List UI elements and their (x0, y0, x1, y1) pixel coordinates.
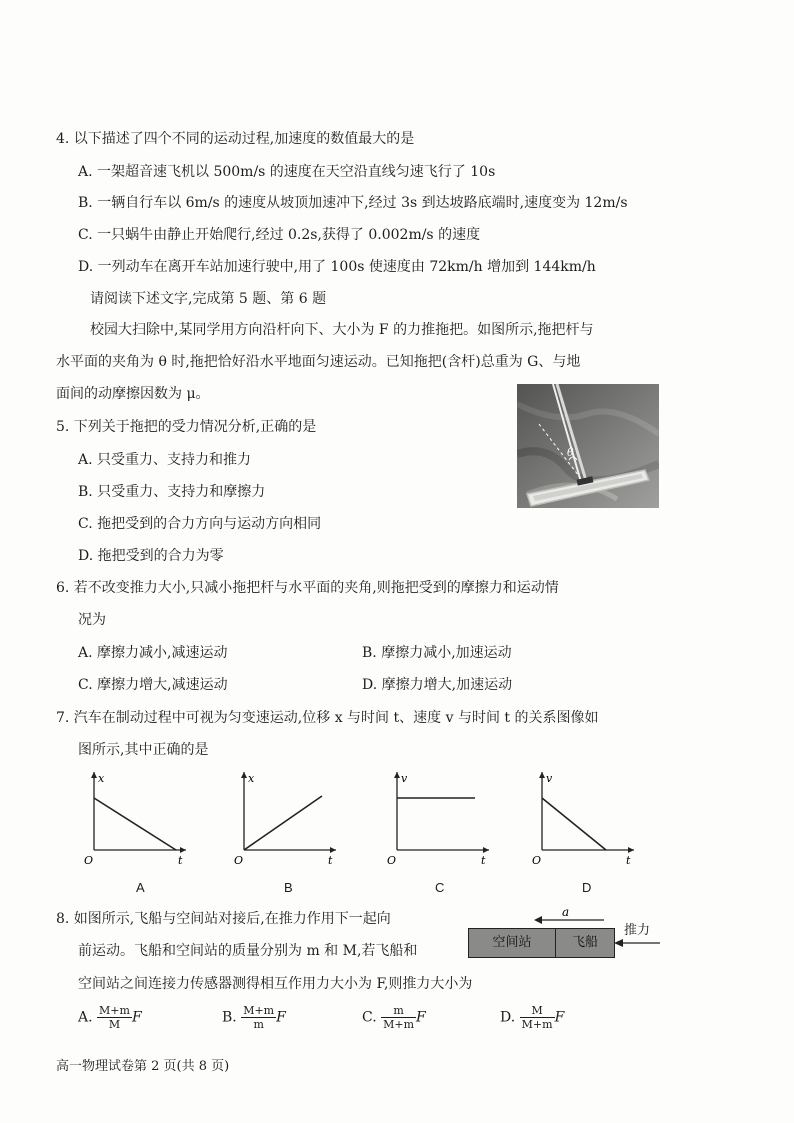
q8-option-a (78, 1004, 142, 1031)
graph-a-y-label: x (98, 772, 105, 785)
graph-c (385, 768, 495, 866)
thrust-label: 推力 (624, 923, 651, 938)
graph-b (232, 768, 342, 866)
graph-b-origin: O (234, 854, 244, 866)
q8-option-d-tail: F (554, 1009, 565, 1026)
q8-option-a-den: M (108, 1018, 121, 1031)
graph-b-label: B (284, 880, 293, 895)
q8-option-a-num: M+m (99, 1004, 130, 1017)
q6-stem-line-1: 6. 若不改变推力大小,只减小拖把杆与水平面的夹角,则拖把受到的摩擦力和运动情 (56, 580, 559, 596)
graph-b-line (244, 796, 322, 850)
q8-option-d-den: M+m (521, 1018, 553, 1031)
mop-illustration (517, 384, 659, 508)
reading-line-2: 水平面的夹角为 θ 时,拖把恰好沿水平地面匀速运动。已知拖把(含杆)总重为 G、与地 (56, 354, 581, 370)
q4-option-c: C. 一只蜗牛由静止开始爬行,经过 0.2s,获得了 0.002m/s 的速度 (78, 227, 481, 243)
q4-option-b: B. 一辆自行车以 6m/s 的速度从坡顶加速冲下,经过 3s 到达坡路底端时,速度变为 12m/s (78, 195, 628, 211)
graph-a-x-label: t (178, 854, 183, 866)
q8-option-a-fraction (97, 1004, 132, 1031)
graph-c-x-label: t (481, 854, 486, 866)
graph-c-origin: O (387, 854, 397, 866)
q8-option-c (362, 1004, 426, 1031)
q6-option-b: B. 摩擦力减小,加速运动 (362, 645, 512, 661)
q8-stem-line-1: 8. 如图所示,飞船与空间站对接后,在推力作用下一起向 (56, 911, 391, 927)
graph-d-line (542, 798, 606, 850)
q8-stem-line-3: 空间站之间连接力传感器测得相互作用力大小为 F,则推力大小为 (78, 976, 473, 992)
q6-stem-line-2: 况为 (78, 612, 106, 628)
q8-option-d-fraction (520, 1004, 555, 1031)
graph-a-line (94, 798, 176, 850)
q5-option-d: D. 拖把受到的合力为零 (78, 548, 224, 564)
reading-line-3: 面间的动摩擦因数为 μ。 (56, 386, 210, 402)
q8-option-d-letter: D. (500, 1009, 516, 1026)
q8-option-d (500, 1004, 564, 1031)
q7-stem-line-2: 图所示,其中正确的是 (78, 742, 209, 758)
graph-b-x-label: t (328, 854, 333, 866)
graph-d-y-label: v (546, 772, 553, 785)
q6-option-a: A. 摩擦力减小,减速运动 (78, 645, 228, 661)
q8-option-b-letter: B. (222, 1009, 237, 1026)
graph-d-origin: O (532, 854, 542, 866)
q7-stem-line-1: 7. 汽车在制动过程中可视为匀变速运动,位移 x 与时间 t、速度 v 与时间 t 的关系图像如 (56, 710, 599, 726)
graph-c-label: C (435, 880, 445, 895)
q8-option-b-num: M+m (243, 1004, 275, 1017)
graph-d-label: D (582, 880, 592, 895)
page-footer: 高一物理试卷第 2 页(共 8 页) (56, 1059, 230, 1074)
graph-d-x-label: t (626, 854, 631, 866)
q6-option-d: D. 摩擦力增大,加速运动 (362, 677, 513, 693)
q8-option-b-fraction (241, 1004, 276, 1031)
q8-stem-line-2: 前运动。飞船和空间站的质量分别为 m 和 M,若飞船和 (78, 943, 418, 959)
graph-b-y-label: x (248, 772, 255, 785)
accel-label: a (562, 906, 570, 919)
graph-a (82, 768, 192, 866)
q8-option-a-letter: A. (78, 1009, 93, 1026)
q8-option-d-num: M (520, 1004, 555, 1018)
q8-option-c-den: M+m (383, 1018, 415, 1031)
q5-option-a: A. 只受重力、支持力和推力 (78, 452, 252, 468)
theta-label: θ (567, 446, 574, 459)
q8-option-c-tail: F (416, 1009, 426, 1026)
q5-stem: 5. 下列关于拖把的受力情况分析,正确的是 (56, 419, 317, 435)
mop-photo (517, 384, 659, 508)
graph-a-label: A (136, 880, 145, 895)
q4-stem: 4. 以下描述了四个不同的运动过程,加速度的数值最大的是 (56, 131, 415, 147)
q8-option-c-fraction (381, 1004, 416, 1031)
q8-option-b-den: m (253, 1018, 264, 1031)
reading-line-1: 校园大扫除中,某同学用方向沿杆向下、大小为 F 的力推拖把。如图所示,拖把杆与 (90, 322, 594, 338)
reading-intro: 请阅读下述文字,完成第 5 题、第 6 题 (90, 291, 327, 307)
q8-option-c-letter: C. (362, 1009, 377, 1026)
q5-option-c: C. 拖把受到的合力方向与运动方向相同 (78, 516, 322, 532)
q6-option-c: C. 摩擦力增大,减速运动 (78, 677, 228, 693)
q4-option-d: D. 一列动车在离开车站加速行驶中,用了 100s 使速度由 72km/h 增加到 144km/h (78, 259, 596, 275)
q8-option-c-num: m (381, 1004, 416, 1018)
acceleration-arrow (520, 906, 610, 926)
q5-option-b: B. 只受重力、支持力和摩擦力 (78, 484, 266, 500)
spaceship-box: 飞船 (555, 928, 615, 958)
q8-option-a-tail: F (131, 1009, 142, 1026)
space-station-box: 空间站 (468, 928, 556, 958)
graph-c-y-label: v (401, 772, 408, 785)
q8-option-b (222, 1004, 286, 1031)
q4-option-a: A. 一架超音速飞机以 500m/s 的速度在天空沿直线匀速飞行了 10s (78, 164, 496, 180)
graph-a-origin: O (84, 854, 94, 866)
q8-option-b-tail: F (276, 1009, 286, 1026)
graph-d (530, 768, 640, 866)
